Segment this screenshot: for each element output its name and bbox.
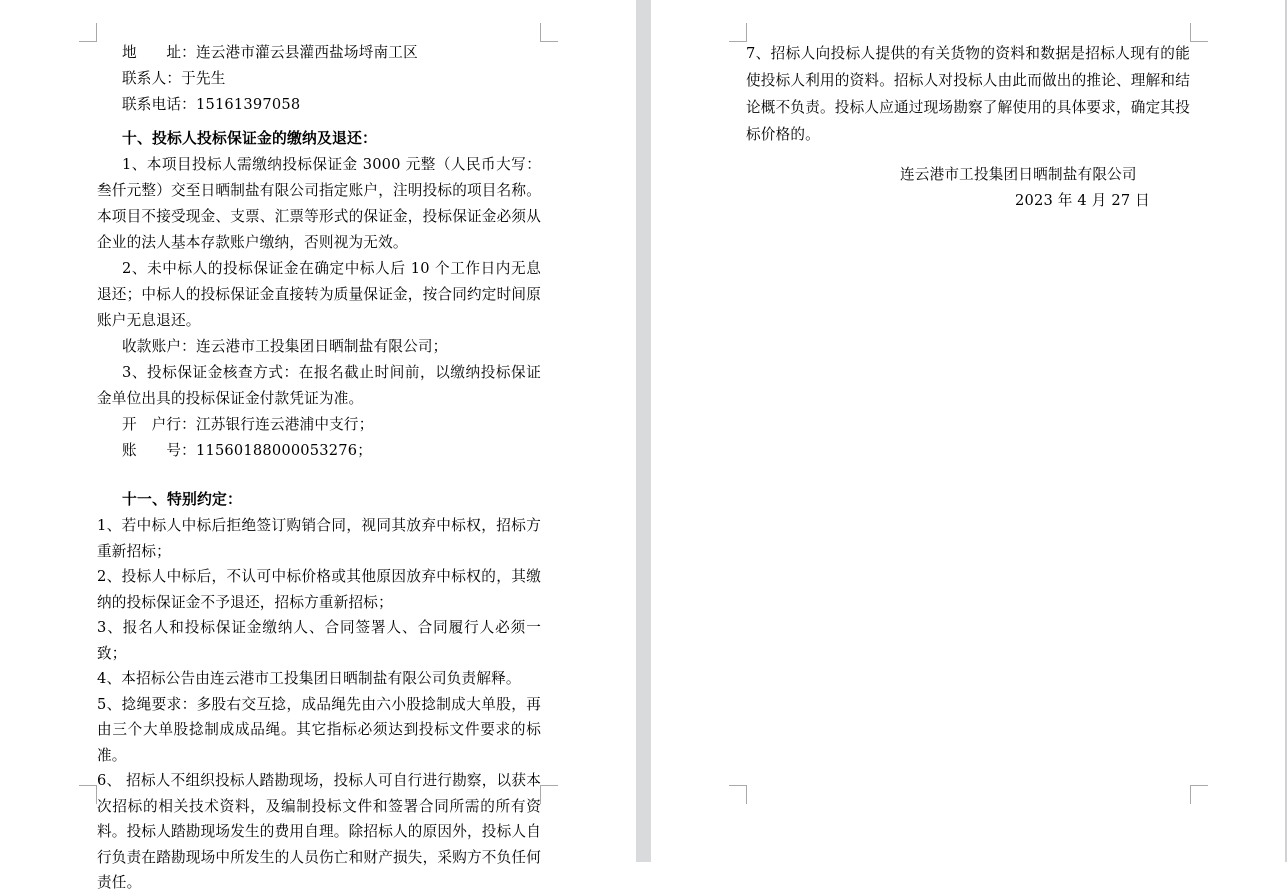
- special-term-5: 5、捻绳要求：多股右交互捻，成品绳先由六小股捻制成大单股，再由三个大单股捻制成成品绳。其它指标必须达到投标文件要求的标准。: [97, 695, 541, 764]
- margin-crop-mark-top-left: [729, 23, 747, 42]
- margin-crop-mark-bottom-left: [79, 785, 97, 804]
- margin-crop-mark-top-left: [79, 23, 97, 42]
- section-11-heading: 十一、特别约定：: [122, 491, 242, 508]
- margin-crop-mark-top-right: [540, 23, 558, 42]
- special-term-2: 2、投标人中标后，不认可中标价格或其他原因放弃中标权的，其缴纳的投标保证金不予退还，招标方重新招标；: [97, 568, 541, 611]
- signature-company-line: 连云港市工投集团日晒制盐有限公司: [900, 166, 1137, 183]
- special-term-6: 6、 招标人不组织投标人踏勘现场，投标人可自行进行勘察，以获本次招标的相关技术资料，及编制投标文件和签署合同所需的所有资料。投标人踏勘现场发生的费用自理。除招标人的原因外，投标人自行负责在踏勘现场中所发生的人员伤亡和财产损失，采购方不负任何责任。: [97, 772, 541, 891]
- phone-line: 联系电话：15161397058: [122, 96, 301, 113]
- address-line: 地 址：连云港市灌云县灌西盐场埒南工区: [122, 44, 418, 61]
- page-gap: [636, 0, 651, 862]
- signature-date-line: 2023 年 4 月 27 日: [1015, 192, 1150, 209]
- special-term-1: 1、若中标人中标后拒绝签订购销合同，视同其放弃中标权，招标方重新招标；: [97, 517, 541, 560]
- bidder-info-disclaimer-para: 7、招标人向投标人提供的有关货物的资料和数据是招标人现有的能使投标人利用的资料。招标人对投标人由此而做出的推论、理解和结论概不负责。投标人应通过现场勘察了解使用的具体要求，确定其投标价格的。: [746, 45, 1190, 143]
- margin-crop-mark-bottom-right: [540, 785, 558, 804]
- margin-crop-mark-bottom-left: [729, 785, 747, 804]
- payee-account-line: 收款账户：连云港市工投集团日晒制盐有限公司；: [122, 338, 448, 355]
- contact-person-line: 联系人：于先生: [122, 70, 226, 87]
- deposit-verification-para: 3、投标保证金核查方式：在报名截止时间前，以缴纳投标保证金单位出具的投标保证金付款凭证为准。: [97, 364, 541, 407]
- account-number-line: 账 号：11560188000053276；: [122, 442, 373, 459]
- special-term-4: 4、本招标公告由连云港市工投集团日晒制盐有限公司负责解释。: [97, 670, 521, 687]
- margin-crop-mark-top-right: [1190, 23, 1208, 42]
- deposit-payment-para: 1、本项目投标人需缴纳投标保证金 3000 元整（人民币大写：叁仟元整）交至日晒制盐有限公司指定账户，注明投标的项目名称。本项目不接受现金、支票、汇票等形式的保证金，投标保证金必须从企业的法人基本存款账户缴纳，否则视为无效。: [97, 156, 541, 251]
- section-10-heading: 十、投标人投标保证金的缴纳及退还：: [122, 130, 377, 147]
- bank-line: 开 户行：江苏银行连云港浦中支行；: [122, 416, 374, 433]
- document-page-right[interactable]: [651, 0, 1287, 862]
- document-page-left[interactable]: [0, 0, 636, 891]
- special-term-3: 3、报名人和投标保证金缴纳人、合同签署人、合同履行人必须一致；: [97, 619, 541, 662]
- right-page-text-area: [746, 40, 1190, 214]
- deposit-refund-para: 2、未中标人的投标保证金在确定中标人后 10 个工作日内无息退还；中标人的投标保证金直接转为质量保证金，按合同约定时间原账户无息退还。: [97, 260, 541, 329]
- left-page-text-area: [97, 40, 541, 896]
- margin-crop-mark-bottom-right: [1190, 785, 1208, 804]
- section-11-items: [97, 513, 541, 896]
